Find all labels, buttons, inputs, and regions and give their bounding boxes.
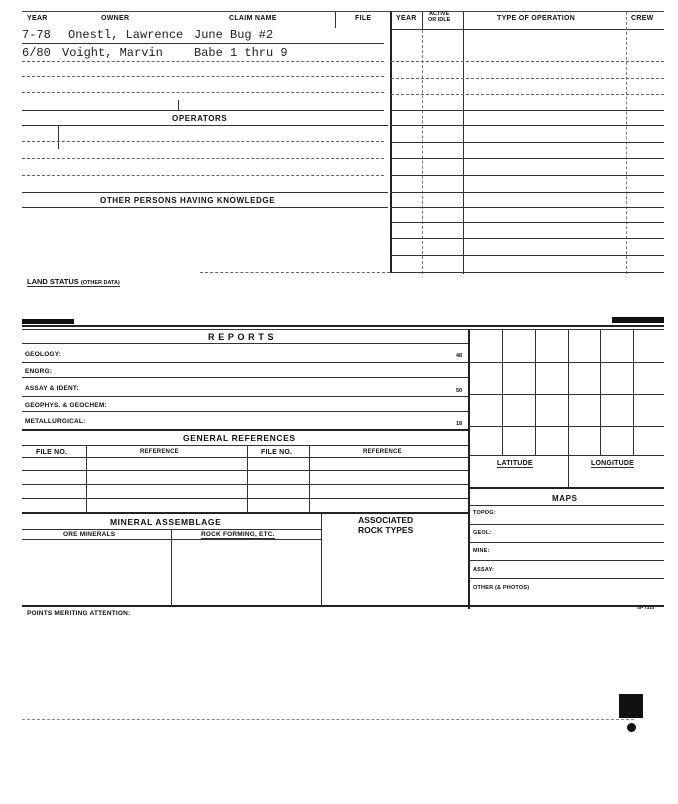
land-status-label: LAND STATUS [27,277,79,286]
row-rule [391,110,664,111]
row-rule [22,125,388,126]
scan-dot [627,723,636,732]
col-header-claim-name: CLAIM NAME [229,15,277,22]
associated-rock-types-heading [358,515,413,535]
owner-row-year: 7-78 [22,28,51,42]
map-assay: ASSAY: [473,567,495,573]
divider [178,100,179,110]
row-rule [391,78,664,79]
row-rule [22,512,468,514]
land-status-heading [27,277,120,287]
divider [422,12,423,30]
divider [568,329,569,489]
report-code: 50 [456,388,463,394]
row-rule [391,207,664,208]
rock-types-label: ROCK TYPES [358,525,414,535]
top-rule [22,11,664,12]
active-label: ACTIVE [429,11,450,17]
report-code: 18 [456,421,463,427]
divider [86,446,87,512]
row-rule [22,92,384,93]
map-geol: GEOL: [473,530,492,536]
latitude-label: LATITUDE [497,460,533,467]
scan-mark [612,317,664,323]
bottom-rule [22,719,634,720]
divider [171,530,172,605]
row-rule [391,255,664,256]
points-meriting-attention: POINTS MERITING ATTENTION: [27,610,131,617]
associated-label: ASSOCIATED [358,515,414,525]
form-number: SP 7313 [637,605,655,610]
divider [468,329,470,609]
divider [247,446,248,512]
row-rule [391,158,664,159]
idle-label: OR IDLE [428,17,451,23]
row-rule [468,455,664,456]
report-assay: ASSAY & IDENT: [25,385,79,392]
row-rule [22,396,468,397]
row-rule [391,29,664,30]
row-rule [468,394,664,395]
col-header-owner: OWNER [101,15,130,22]
map-other: OTHER (& PHOTOS) [473,585,530,591]
row-rule [22,457,468,458]
row-rule [468,487,664,489]
row-rule [22,377,468,378]
row-rule [22,411,468,412]
row-rule [22,141,384,142]
row-rule [468,542,664,543]
report-engrg: ENGRG: [25,368,53,375]
divider [502,329,503,455]
ref-header-reference: REFERENCE [140,449,179,455]
row-rule [22,362,468,363]
row-rule [391,175,664,176]
row-rule [391,142,664,143]
row-rule [22,43,384,44]
row-rule [391,125,664,126]
owner-row-year: 6/80 [22,46,51,60]
divider [626,12,627,274]
row-rule [22,192,388,193]
row-rule [391,61,664,62]
operators-heading: OPERATORS [172,114,228,123]
report-code: 48 [456,353,463,359]
row-rule [200,272,390,273]
row-rule [468,524,664,525]
divider [600,329,601,455]
report-metallurgical: METALLURGICAL: [25,418,86,425]
divider [463,12,464,274]
row-rule [22,445,468,446]
row-rule [22,110,384,111]
section-rule [22,605,664,607]
row-rule [468,505,664,506]
longitude-label: LONGITUDE [591,460,635,467]
row-rule [391,238,664,239]
row-rule [22,207,388,208]
divider [633,329,634,455]
general-references-heading: GENERAL REFERENCES [183,433,296,443]
other-persons-heading: OTHER PERSONS HAVING KNOWLEDGE [100,196,276,205]
row-rule [391,192,664,193]
owner-row-claim: June Bug #2 [194,28,274,42]
map-mine: MINE: [473,548,490,554]
row-rule [22,470,468,471]
report-geophys: GEOPHYS. & GEOCHEM: [25,402,107,409]
row-rule [468,426,664,427]
ore-minerals-header: ORE MINERALS [63,531,116,538]
divider [309,446,310,512]
col-header-crew: CREW [631,15,654,22]
reports-heading: R E P O R T S [208,332,275,342]
col-header-year: YEAR [27,15,48,22]
maps-heading: MAPS [552,494,578,503]
ref-header-file-no: FILE NO. [36,449,68,456]
map-topog: TOPOG: [473,510,496,516]
divider [335,12,336,28]
row-rule [22,343,468,344]
row-rule [22,484,468,485]
col-header-year-2: YEAR [396,15,417,22]
row-rule [22,429,468,431]
ref-header-reference-2: REFERENCE [363,449,402,455]
divider [535,329,536,455]
row-rule [22,158,384,159]
land-status-sub: (OTHER DATA) [80,280,120,286]
scan-mark [619,694,643,718]
row-rule [468,560,664,561]
row-rule [22,76,384,77]
owner-row-claim: Babe 1 thru 9 [194,46,288,60]
col-header-active-or-idle [428,11,450,23]
ref-header-file-no-2: FILE NO. [261,449,293,456]
mineral-assemblage-heading: MINERAL ASSEMBLAGE [110,517,222,527]
divider [321,513,322,605]
row-rule [391,94,664,95]
section-rule [22,325,664,327]
row-rule [468,578,664,579]
row-rule [22,61,384,62]
row-rule [391,222,664,223]
row-rule [391,272,664,273]
report-geology: GEOLOGY: [25,351,62,358]
owner-row-name: Voight, Marvin [62,46,163,60]
col-header-file: FILE [355,15,372,22]
row-rule [22,498,468,499]
rock-forming-header: ROCK FORMING, ETC. [201,531,275,538]
owner-row-name: Onestl, Lawrence [68,28,184,42]
row-rule [22,175,384,176]
col-header-type-of-operation: TYPE OF OPERATION [497,15,576,22]
scan-mark [22,319,74,324]
divider [58,125,59,149]
row-rule [468,362,664,363]
